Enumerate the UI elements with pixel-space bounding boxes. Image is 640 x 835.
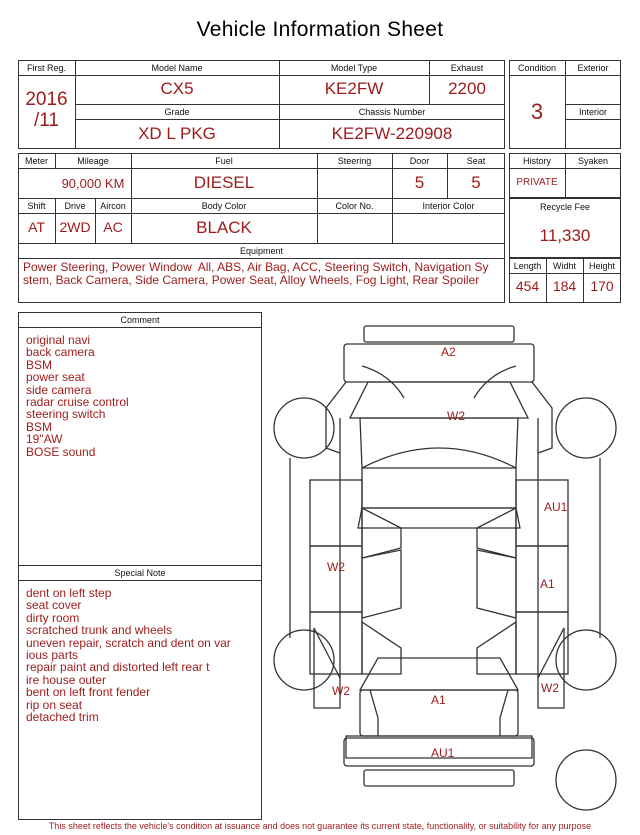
exhaust-value: 2200 [448,79,486,98]
comment-item: original navi [26,333,91,347]
damage-mark-right-front-fender: W2 [541,681,559,695]
grade-label: Grade [164,107,190,117]
special-note-label: Special Note [114,568,166,578]
body-color-label: Body Color [201,201,247,211]
comment-list [26,334,129,458]
equipment-line-2: stem, Back Camera, Side Camera, Power Seat, Alloy Wheels, Fog Light, Rear Spoiler [23,273,480,287]
damage-mark-left-door: W2 [327,560,345,574]
comment-item: side camera [26,382,92,397]
special-note-item: dirty room [26,610,80,625]
history-value: PRIVATE [516,177,558,188]
shift-label: Shift [27,201,46,211]
special-note-item: repair paint and distorted left rear t [26,660,210,675]
special-note-item: scratched trunk and wheels [26,623,173,638]
exterior-label: Exterior [577,63,609,73]
interior-color-label: Interior Color [422,201,475,211]
comment-item: back camera [26,345,95,360]
damage-mark-front-bumper: AU1 [431,746,455,760]
model-type-value: KE2FW [324,79,384,98]
disclaimer-footer: This sheet reflects the vehicle's condition at issuance and does not guarantee its current state, functionality, or suitability for any purpose [48,821,592,831]
comment-item: steering switch [26,407,106,422]
damage-mark-rear-bumper: A2 [441,345,456,359]
grade-value: XD L PKG [138,124,216,143]
door-value: 5 [414,173,425,192]
model-name-label: Model Name [151,63,203,73]
comment-item: 19"AW [26,432,63,447]
first-reg-year: 2016 [25,89,68,110]
history-label: History [522,156,551,166]
comment-item: BOSE sound [26,444,96,459]
door-label: Door [409,156,430,166]
equipment-line-1: Power Steering, Power Window All, ABS, Air Bag, ACC, Steering Switch, Navigation Sy [23,260,489,274]
interior-label: Interior [578,107,607,117]
fuel-label: Fuel [215,156,233,166]
height-label: Height [588,261,615,271]
chassis-number-value: KE2FW-220908 [331,124,453,143]
steering-label: Steering [337,156,372,166]
damage-mark-roof: W2 [447,409,465,423]
special-note-list [26,587,231,723]
damage-mark-right-rear-door: A1 [540,577,555,591]
width-label: Widht [552,261,576,271]
equipment-label: Equipment [239,246,284,256]
exhaust-label: Exhaust [450,63,484,73]
body-color-value: BLACK [196,218,252,237]
damage-mark-hood: A1 [431,693,446,707]
width-value: 184 [552,278,577,294]
first-reg-month: /11 [33,110,59,131]
shift-value: AT [28,219,45,235]
special-note-item: dent on left step [26,586,112,600]
comment-item: BSM [26,357,53,372]
recycle-fee-value: 11,330 [539,226,591,245]
meter-label: Meter [24,156,48,166]
drive-label: Drive [64,201,86,211]
height-value: 170 [590,278,614,294]
damage-mark-right-front-door: AU1 [544,500,568,514]
special-note-item: uneven repair, scratch and dent on var [26,635,231,650]
model-name-value: CX5 [160,79,194,98]
aircon-value: AC [103,219,123,235]
special-note-item: seat cover [26,598,82,613]
length-label: Length [513,261,542,271]
fuel-value: DIESEL [193,173,255,192]
drive-value: 2WD [59,219,91,235]
comment-item: radar cruise control [26,395,129,410]
chassis-number-label: Chassis Number [358,107,426,117]
special-note-item: bent on left front fender [26,685,151,700]
syaken-label: Syaken [577,156,609,166]
mileage-value: 90,000 KM [61,176,125,191]
model-type-label: Model Type [330,63,378,73]
damage-mark-left-front-fender: W2 [332,684,350,698]
seat-label: Seat [466,156,486,166]
special-note-item: ire house outer [26,672,107,687]
special-note-item: ious parts [26,648,79,663]
recycle-fee-label: Recycle Fee [539,202,591,212]
comment-item: power seat [26,370,85,385]
comment-label: Comment [120,315,160,325]
special-note-item: detached trim [26,710,99,725]
seat-value: 5 [471,173,481,192]
length-value: 454 [515,278,540,294]
car-damage-diagram [270,318,630,818]
comment-item: BSM [26,419,53,434]
first-reg-label: First Reg. [26,63,66,73]
aircon-label: Aircon [100,201,126,211]
sheet-title: Vehicle Information Sheet [196,18,444,41]
mileage-label: Mileage [77,156,109,166]
condition-label: Condition [517,63,557,73]
color-no-label: Color No. [335,201,374,211]
condition-value: 3 [530,99,544,124]
special-note-item: rip on seat [26,697,83,712]
